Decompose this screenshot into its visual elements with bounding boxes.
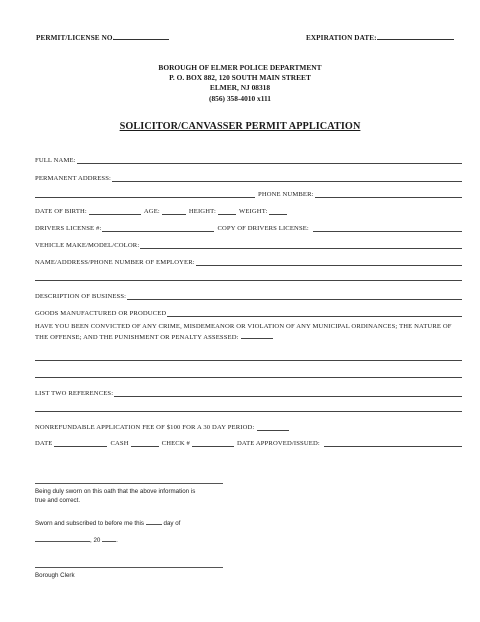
vehicle-field[interactable] [140,242,462,249]
vehicle-row [35,239,462,249]
full-name-field[interactable] [77,157,462,164]
height-label: HEIGHT: [188,208,216,215]
goods-label: GOODS MANUFACTURED OR PRODUCED [35,310,167,317]
employer-extra-line[interactable] [35,280,462,281]
address-phone-row [35,188,462,198]
date-of-birth-field[interactable] [89,208,141,215]
year-field[interactable] [102,535,116,542]
month-field[interactable] [35,535,90,542]
conviction-line-1[interactable] [35,360,462,361]
year-prefix: 20 [93,537,101,544]
description-field[interactable] [127,293,462,300]
date-approved-label: DATE APPROVED/ISSUED: [237,440,320,447]
phone-number-label: PHONE NUMBER: [258,191,314,198]
permanent-address-label: PERMANENT ADDRESS: [35,175,112,182]
check-label: CHECK # [161,440,190,447]
copy-of-license-field[interactable] [313,225,462,232]
header-line-2: P. O. BOX 882, 120 SOUTH MAIN STREET [169,73,311,83]
fee-field[interactable] [257,424,289,431]
day-of-label: day of [163,520,181,527]
date-label: DATE [35,440,53,447]
department-header [0,63,480,104]
copy-of-license-label: COPY OF DRIVERS LICENSE: [217,225,309,232]
full-name-label: FULL NAME: [35,157,76,164]
vehicle-label: VEHICLE MAKE/MODEL/COLOR: [35,242,140,249]
address-line-2-field[interactable] [35,191,255,198]
conviction-line-2[interactable] [35,377,462,378]
goods-row [35,307,462,317]
payment-row [35,437,462,447]
date-approved-field[interactable] [324,440,462,447]
references-row [35,387,462,397]
oath-statement [35,487,195,505]
expiration-date-field[interactable] [377,32,454,40]
conviction-label: HAVE YOU BEEN CONVICTED OF ANY CRIME, MISDEMEANOR OR VIOLATION OF ANY MUNICIPAL ORDINANCES; THE NATURE OF THE OFFENSE; AND THE PUNISHMENT OR PENALTY ASSESSED: [35,323,452,341]
height-field[interactable] [218,208,236,215]
date-of-birth-label: DATE OF BIRTH: [35,208,87,215]
fee-row [35,421,462,431]
permit-license-field[interactable] [114,32,169,40]
references-field[interactable] [114,390,462,397]
permit-license-label: PERMIT/LICENSE NO. [36,34,115,42]
dob-row [35,205,462,215]
cash-label: CASH [110,440,129,447]
weight-label: WEIGHT: [238,208,268,215]
expiration-date [306,32,454,42]
header-line-4: (856) 358-4010 x111 [209,93,271,103]
drivers-license-field[interactable] [102,225,214,232]
goods-field[interactable] [167,310,462,317]
fee-label: NONREFUNDABLE APPLICATION FEE OF $100 FOR A 30 DAY PERIOD: [35,424,255,431]
phone-number-field[interactable] [315,191,462,198]
references-label: LIST TWO REFERENCES: [35,390,114,397]
description-label: DESCRIPTION OF BUSINESS: [35,293,127,300]
oath-line-2: true and correct. [35,497,81,504]
oath-line-1: Being duly sworn on this oath that the above information is [35,488,196,495]
references-line-2[interactable] [35,411,462,412]
full-name-row [35,154,462,164]
borough-clerk-label: Borough Clerk [35,572,75,579]
weight-field[interactable] [269,208,287,215]
header-line-1: BOROUGH OF ELMER POLICE DEPARTMENT [158,63,322,72]
permanent-address-field[interactable] [112,175,462,182]
clerk-signature-line[interactable] [35,567,223,568]
subscribed-statement [35,518,180,528]
header-line-3: ELMER, NJ 08318 [209,83,271,93]
date-field[interactable] [54,440,107,447]
applicant-signature-line[interactable] [35,483,223,484]
permanent-address-row [35,172,462,182]
drivers-license-label: DRIVERS LICENSE #: [35,225,102,232]
day-field[interactable] [146,518,162,525]
form-title: SOLICITOR/CANVASSER PERMIT APPLICATION [119,121,361,132]
description-row [35,290,462,300]
conviction-question [35,322,463,343]
subscribed-label: Sworn and subscribed to before me this [35,520,145,527]
drivers-license-row [35,222,462,232]
check-field[interactable] [192,440,234,447]
employer-field[interactable] [196,259,462,266]
employer-label: NAME/ADDRESS/PHONE NUMBER OF EMPLOYER: [35,259,195,266]
employer-row [35,256,462,266]
conviction-field[interactable] [241,332,273,339]
cash-field[interactable] [131,440,159,447]
date-year-line: , 20 . [35,535,118,545]
permit-license-number [36,32,169,42]
expiration-date-label: EXPIRATION DATE: [306,34,377,42]
age-label: AGE: [143,208,160,215]
age-field[interactable] [162,208,186,215]
